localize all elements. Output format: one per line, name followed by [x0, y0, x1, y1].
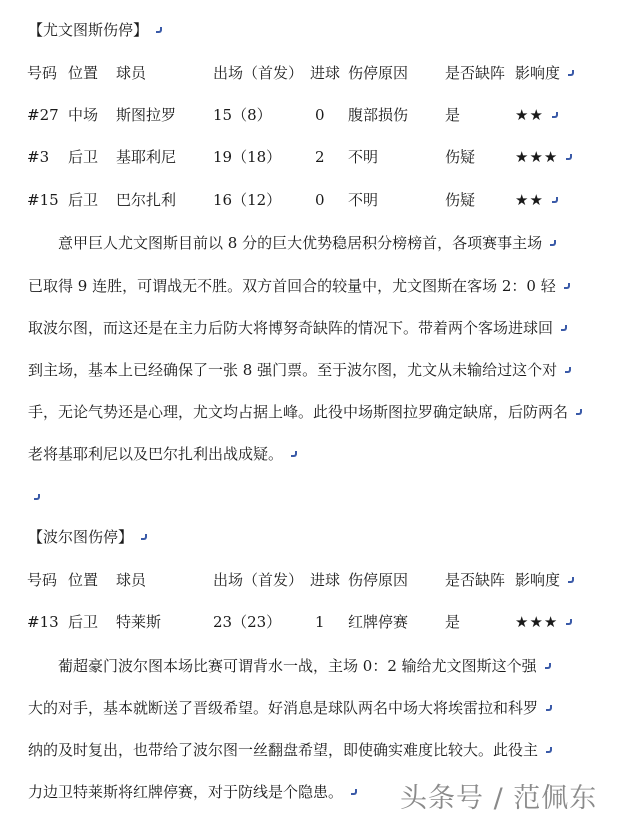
paragraph-line: 意甲巨人尤文图斯目前以 8 分的巨大优势稳居积分榜榜首，各项赛事主场 — [58, 233, 557, 253]
cell-apps: 23（23） — [213, 613, 282, 631]
cell-missing: 伤疑 — [445, 148, 476, 166]
cell-reason: 不明 — [348, 148, 379, 166]
star-rating-icon: ★★ — [515, 191, 544, 209]
paragraph-line: 老将基耶利尼以及巴尔扎利出战成疑。 — [28, 444, 298, 464]
header-pos: 位置 — [68, 571, 99, 589]
header-goals: 进球 — [310, 64, 341, 82]
cell-missing: 是 — [445, 106, 461, 124]
paragraph-mark-icon — [552, 197, 559, 204]
header-num: 号码 — [27, 571, 58, 589]
cell-num: #27 — [27, 106, 59, 124]
cell-num: #13 — [27, 613, 59, 631]
paragraph-mark-icon — [156, 27, 163, 34]
cell-pos: 中场 — [68, 106, 99, 124]
cell-reason: 不明 — [348, 191, 379, 209]
cell-player: 基耶利尼 — [116, 148, 177, 166]
cell-goals: 2 — [315, 148, 325, 166]
table-row — [0, 104, 640, 126]
header-impact: 影响度 — [515, 62, 575, 84]
paragraph-mark-icon — [545, 663, 552, 670]
paragraph-line: 纳的及时复出，也带给了波尔图一丝翻盘希望，即使确实难度比较大。此役主 — [28, 740, 553, 760]
header-pos: 位置 — [68, 64, 99, 82]
paragraph-mark-icon — [552, 112, 559, 119]
table-row — [0, 146, 640, 168]
paragraph-line: 力边卫特莱斯将红牌停赛，对于防线是个隐患。 — [28, 782, 358, 802]
cell-apps: 16（12） — [213, 191, 282, 209]
table-header-row — [0, 569, 640, 591]
paragraph-mark-icon — [566, 154, 573, 161]
paragraph-mark-icon — [34, 494, 41, 501]
paragraph-line: 已取得 9 连胜，可谓战无不胜。双方首回合的较量中，尤文图斯在客场 2：0 轻 — [28, 276, 571, 296]
cell-goals: 0 — [315, 106, 325, 124]
header-missing: 是否缺阵 — [445, 571, 506, 589]
paragraph-line: 到主场，基本上已经确保了一张 8 强门票。至于波尔图，尤文从未输给过这个对 — [28, 360, 572, 380]
header-num: 号码 — [27, 64, 58, 82]
cell-pos: 后卫 — [68, 191, 99, 209]
star-rating-icon: ★★★ — [515, 613, 559, 631]
cell-num: #3 — [27, 148, 50, 166]
cell-impact — [515, 611, 573, 633]
paragraph-mark-icon — [568, 577, 575, 584]
paragraph-mark-icon — [546, 747, 553, 754]
cell-goals: 1 — [315, 613, 325, 631]
paragraph-mark-icon — [565, 367, 572, 374]
paragraph-mark-icon — [561, 325, 568, 332]
cell-impact — [515, 146, 573, 168]
header-missing: 是否缺阵 — [445, 64, 506, 82]
cell-impact — [515, 104, 559, 126]
paragraph-mark-icon — [564, 283, 571, 290]
watermark: 头条号 / 范佩东 — [400, 783, 598, 814]
cell-player: 斯图拉罗 — [116, 106, 177, 124]
cell-apps: 15（8） — [213, 106, 272, 124]
header-reason: 伤停原因 — [348, 64, 409, 82]
table-header-row — [0, 62, 640, 84]
cell-apps: 19（18） — [213, 148, 282, 166]
header-goals: 进球 — [310, 571, 341, 589]
header-reason: 伤停原因 — [348, 571, 409, 589]
cell-pos: 后卫 — [68, 613, 99, 631]
paragraph-mark-icon — [546, 705, 553, 712]
section-title-text: 【尤文图斯伤停】 — [28, 21, 149, 39]
header-player: 球员 — [116, 64, 147, 82]
paragraph-mark-icon — [291, 451, 298, 458]
cell-reason: 腹部损伤 — [348, 106, 409, 124]
paragraph-mark-icon — [566, 619, 573, 626]
cell-missing: 伤疑 — [445, 191, 476, 209]
cell-missing: 是 — [445, 613, 461, 631]
paragraph-line: 手，无论气势还是心理，尤文均占据上峰。此役中场斯图拉罗确定缺席，后防两名 — [28, 402, 583, 422]
cell-goals: 0 — [315, 191, 325, 209]
cell-pos: 后卫 — [68, 148, 99, 166]
cell-reason: 红牌停赛 — [348, 613, 409, 631]
paragraph-line: 大的对手，基本就断送了晋级希望。好消息是球队两名中场大将埃雷拉和科罗 — [28, 698, 553, 718]
paragraph-line: 取波尔图，而这还是在主力后防大将博努奇缺阵的情况下。带着两个客场进球回 — [28, 318, 568, 338]
header-impact: 影响度 — [515, 569, 575, 591]
star-rating-icon: ★★★ — [515, 148, 559, 166]
table-row — [0, 611, 640, 633]
paragraph-line: 葡超豪门波尔图本场比赛可谓背水一战，主场 0：2 输给尤文图斯这个强 — [58, 656, 552, 676]
cell-player: 特莱斯 — [116, 613, 162, 631]
header-apps: 出场（首发） — [213, 571, 304, 589]
section-title-porto — [28, 527, 148, 547]
paragraph-mark-icon — [568, 70, 575, 77]
cell-player: 巴尔扎利 — [116, 191, 177, 209]
table-row — [0, 189, 640, 211]
section-title-juventus — [28, 20, 163, 40]
cell-num: #15 — [27, 191, 59, 209]
header-player: 球员 — [116, 571, 147, 589]
section-title-text: 【波尔图伤停】 — [28, 528, 134, 546]
paragraph-mark-icon — [141, 534, 148, 541]
paragraph-mark-icon — [576, 409, 583, 416]
star-rating-icon: ★★ — [515, 106, 544, 124]
header-apps: 出场（首发） — [213, 64, 304, 82]
cell-impact — [515, 189, 559, 211]
paragraph-mark-icon — [351, 789, 358, 796]
paragraph-mark-icon — [550, 240, 557, 247]
